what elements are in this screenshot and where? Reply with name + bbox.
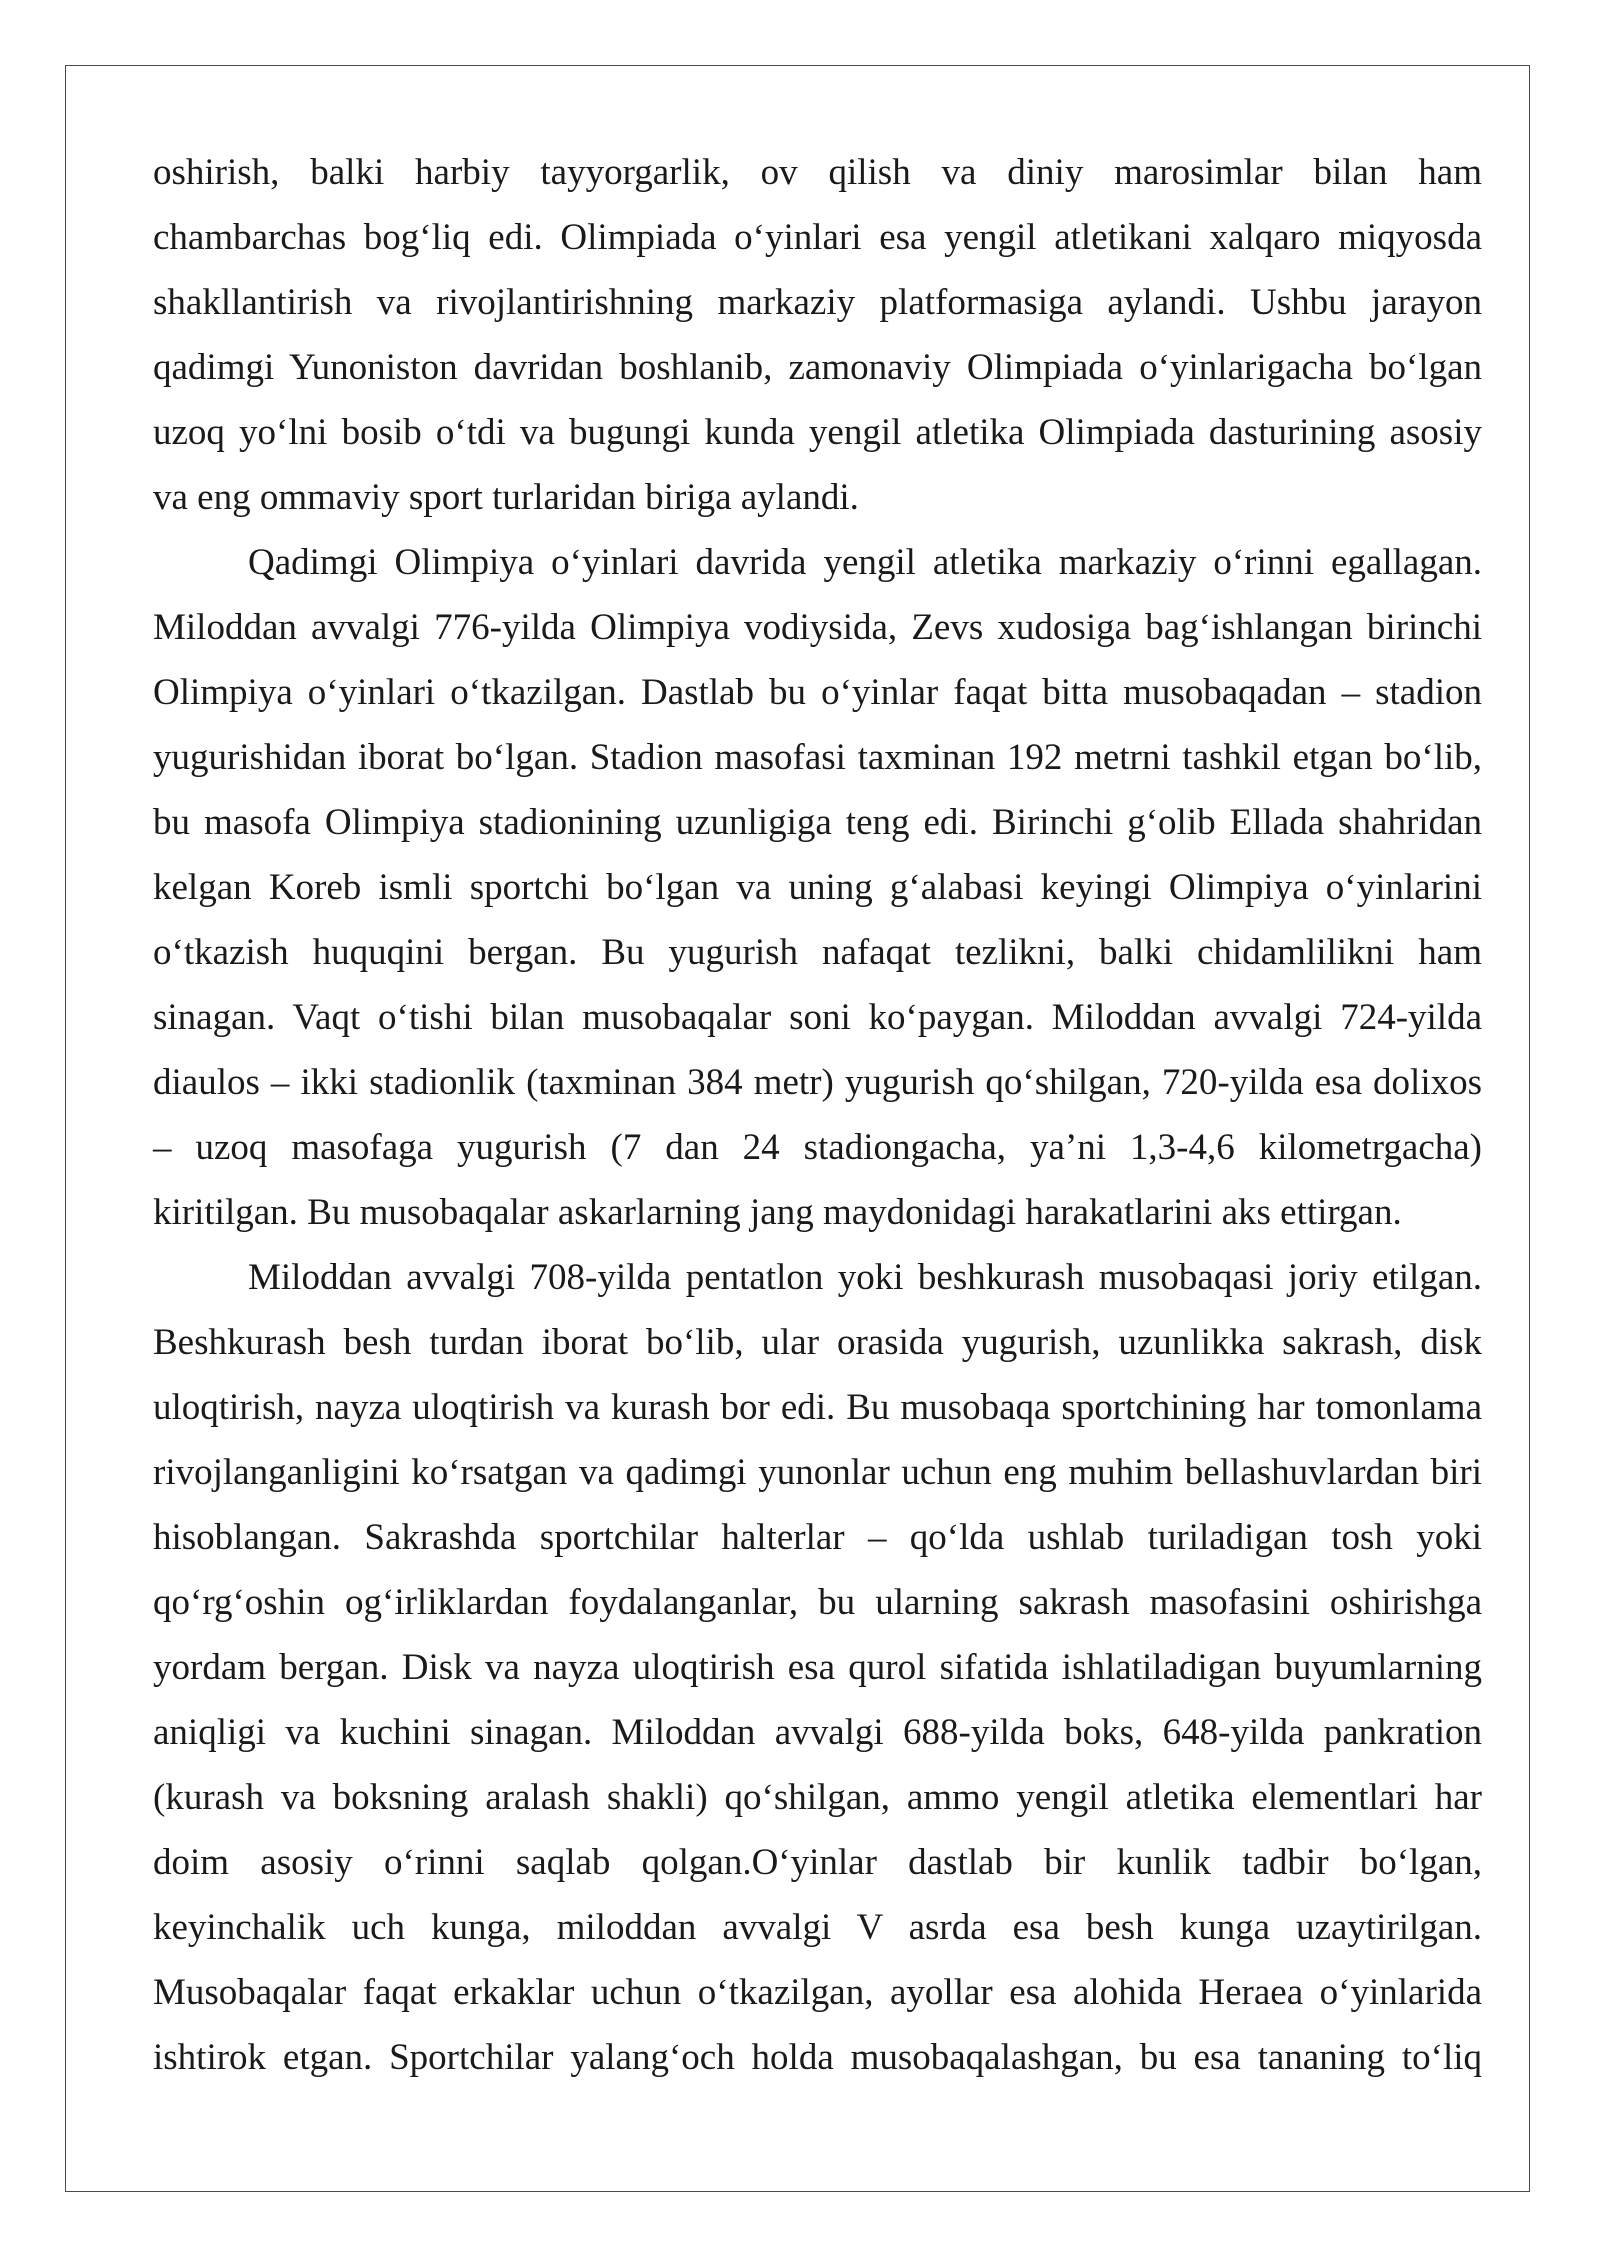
text-line: va eng ommaviy sport turlaridan biriga aylandi. [153,477,859,518]
text-line: yugurishidan iborat bo‘lgan. Stadion masofasi taxminan 192 metrni tashkil etgan bo‘lib, [153,737,1482,778]
text-line: chambarchas bog‘liq edi. Olimpiada o‘yinlari esa yengil atletikani xalqaro miqyosda [153,217,1482,258]
text-line: uzoq yo‘lni bosib o‘tdi va bugungi kunda yengil atletika Olimpiada dasturining asosiy [153,412,1482,453]
text-line: qadimgi Yunoniston davridan boshlanib, zamonaviy Olimpiada o‘yinlarigacha bo‘lgan [153,347,1482,388]
text-body [153,140,1482,2090]
paragraph [153,530,1482,1245]
text-line: qo‘rg‘oshin og‘irliklardan foydalanganlar, bu ularning sakrash masofasini oshirishga [153,1582,1482,1623]
text-line: rivojlanganligini ko‘rsatgan va qadimgi yunonlar uchun eng muhim bellashuvlardan biri [153,1452,1482,1493]
text-line: aniqligi va kuchini sinagan. Miloddan avvalgi 688-yilda boks, 648-yilda pankration [153,1712,1482,1753]
text-line: oshirish, balki harbiy tayyorgarlik, ov qilish va diniy marosimlar bilan ham [153,152,1482,193]
paragraph [153,140,1482,530]
text-line: yordam bergan. Disk va nayza uloqtirish esa qurol sifatida ishlatiladigan buyumlarning [153,1647,1482,1688]
text-line: kelgan Koreb ismli sportchi bo‘lgan va uning g‘alabasi keyingi Olimpiya o‘yinlarini [153,867,1482,908]
text-line: doim asosiy o‘rinni saqlab qolgan.O‘yinlar dastlab bir kunlik tadbir bo‘lgan, [153,1842,1482,1883]
text-line: shakllantirish va rivojlantirishning markaziy platformasiga aylandi. Ushbu jarayon [153,282,1482,323]
text-line: bu masofa Olimpiya stadionining uzunligiga teng edi. Birinchi g‘olib Ellada shahridan [153,802,1482,843]
text-line: diaulos – ikki stadionlik (taxminan 384 metr) yugurish qo‘shilgan, 720-yilda esa dolixos [153,1062,1482,1103]
paragraph [153,1245,1482,2090]
text-line: uloqtirish, nayza uloqtirish va kurash bor edi. Bu musobaqa sportchining har tomonlama [153,1387,1482,1428]
text-line: Miloddan avvalgi 776-yilda Olimpiya vodiysida, Zevs xudosiga bag‘ishlangan birinchi [153,607,1482,648]
text-line: Beshkurash besh turdan iborat bo‘lib, ular orasida yugurish, uzunlikka sakrash, disk [153,1322,1482,1363]
text-line: – uzoq masofaga yugurish (7 dan 24 stadiongacha, ya’ni 1,3-4,6 kilometrgacha) [153,1127,1482,1168]
text-line: Miloddan avvalgi 708-yilda pentatlon yoki beshkurash musobaqasi joriy etilgan. [248,1257,1482,1298]
text-line: Musobaqalar faqat erkaklar uchun o‘tkazilgan, ayollar esa alohida Heraea o‘yinlarida [153,1972,1482,2013]
text-line: Qadimgi Olimpiya o‘yinlari davrida yengil atletika markaziy o‘rinni egallagan. [248,542,1482,583]
text-line: Olimpiya o‘yinlari o‘tkazilgan. Dastlab bu o‘yinlar faqat bitta musobaqadan – stadion [153,672,1482,713]
text-line: ishtirok etgan. Sportchilar yalang‘och holda musobaqalashgan, bu esa tananing to‘liq [153,2037,1482,2078]
text-line: kiritilgan. Bu musobaqalar askarlarning jang maydonidagi harakatlarini aks ettirgan. [153,1192,1402,1233]
text-line: o‘tkazish huquqini bergan. Bu yugurish nafaqat tezlikni, balki chidamlilikni ham [153,932,1482,973]
text-line: (kurash va boksning aralash shakli) qo‘shilgan, ammo yengil atletika elementlari har [153,1777,1482,1818]
text-line: hisoblangan. Sakrashda sportchilar halterlar – qo‘lda ushlab turiladigan tosh yoki [153,1517,1482,1558]
text-line: sinagan. Vaqt o‘tishi bilan musobaqalar soni ko‘paygan. Miloddan avvalgi 724-yilda [153,997,1482,1038]
text-line: keyinchalik uch kunga, miloddan avvalgi V asrda esa besh kunga uzaytirilgan. [153,1907,1482,1948]
